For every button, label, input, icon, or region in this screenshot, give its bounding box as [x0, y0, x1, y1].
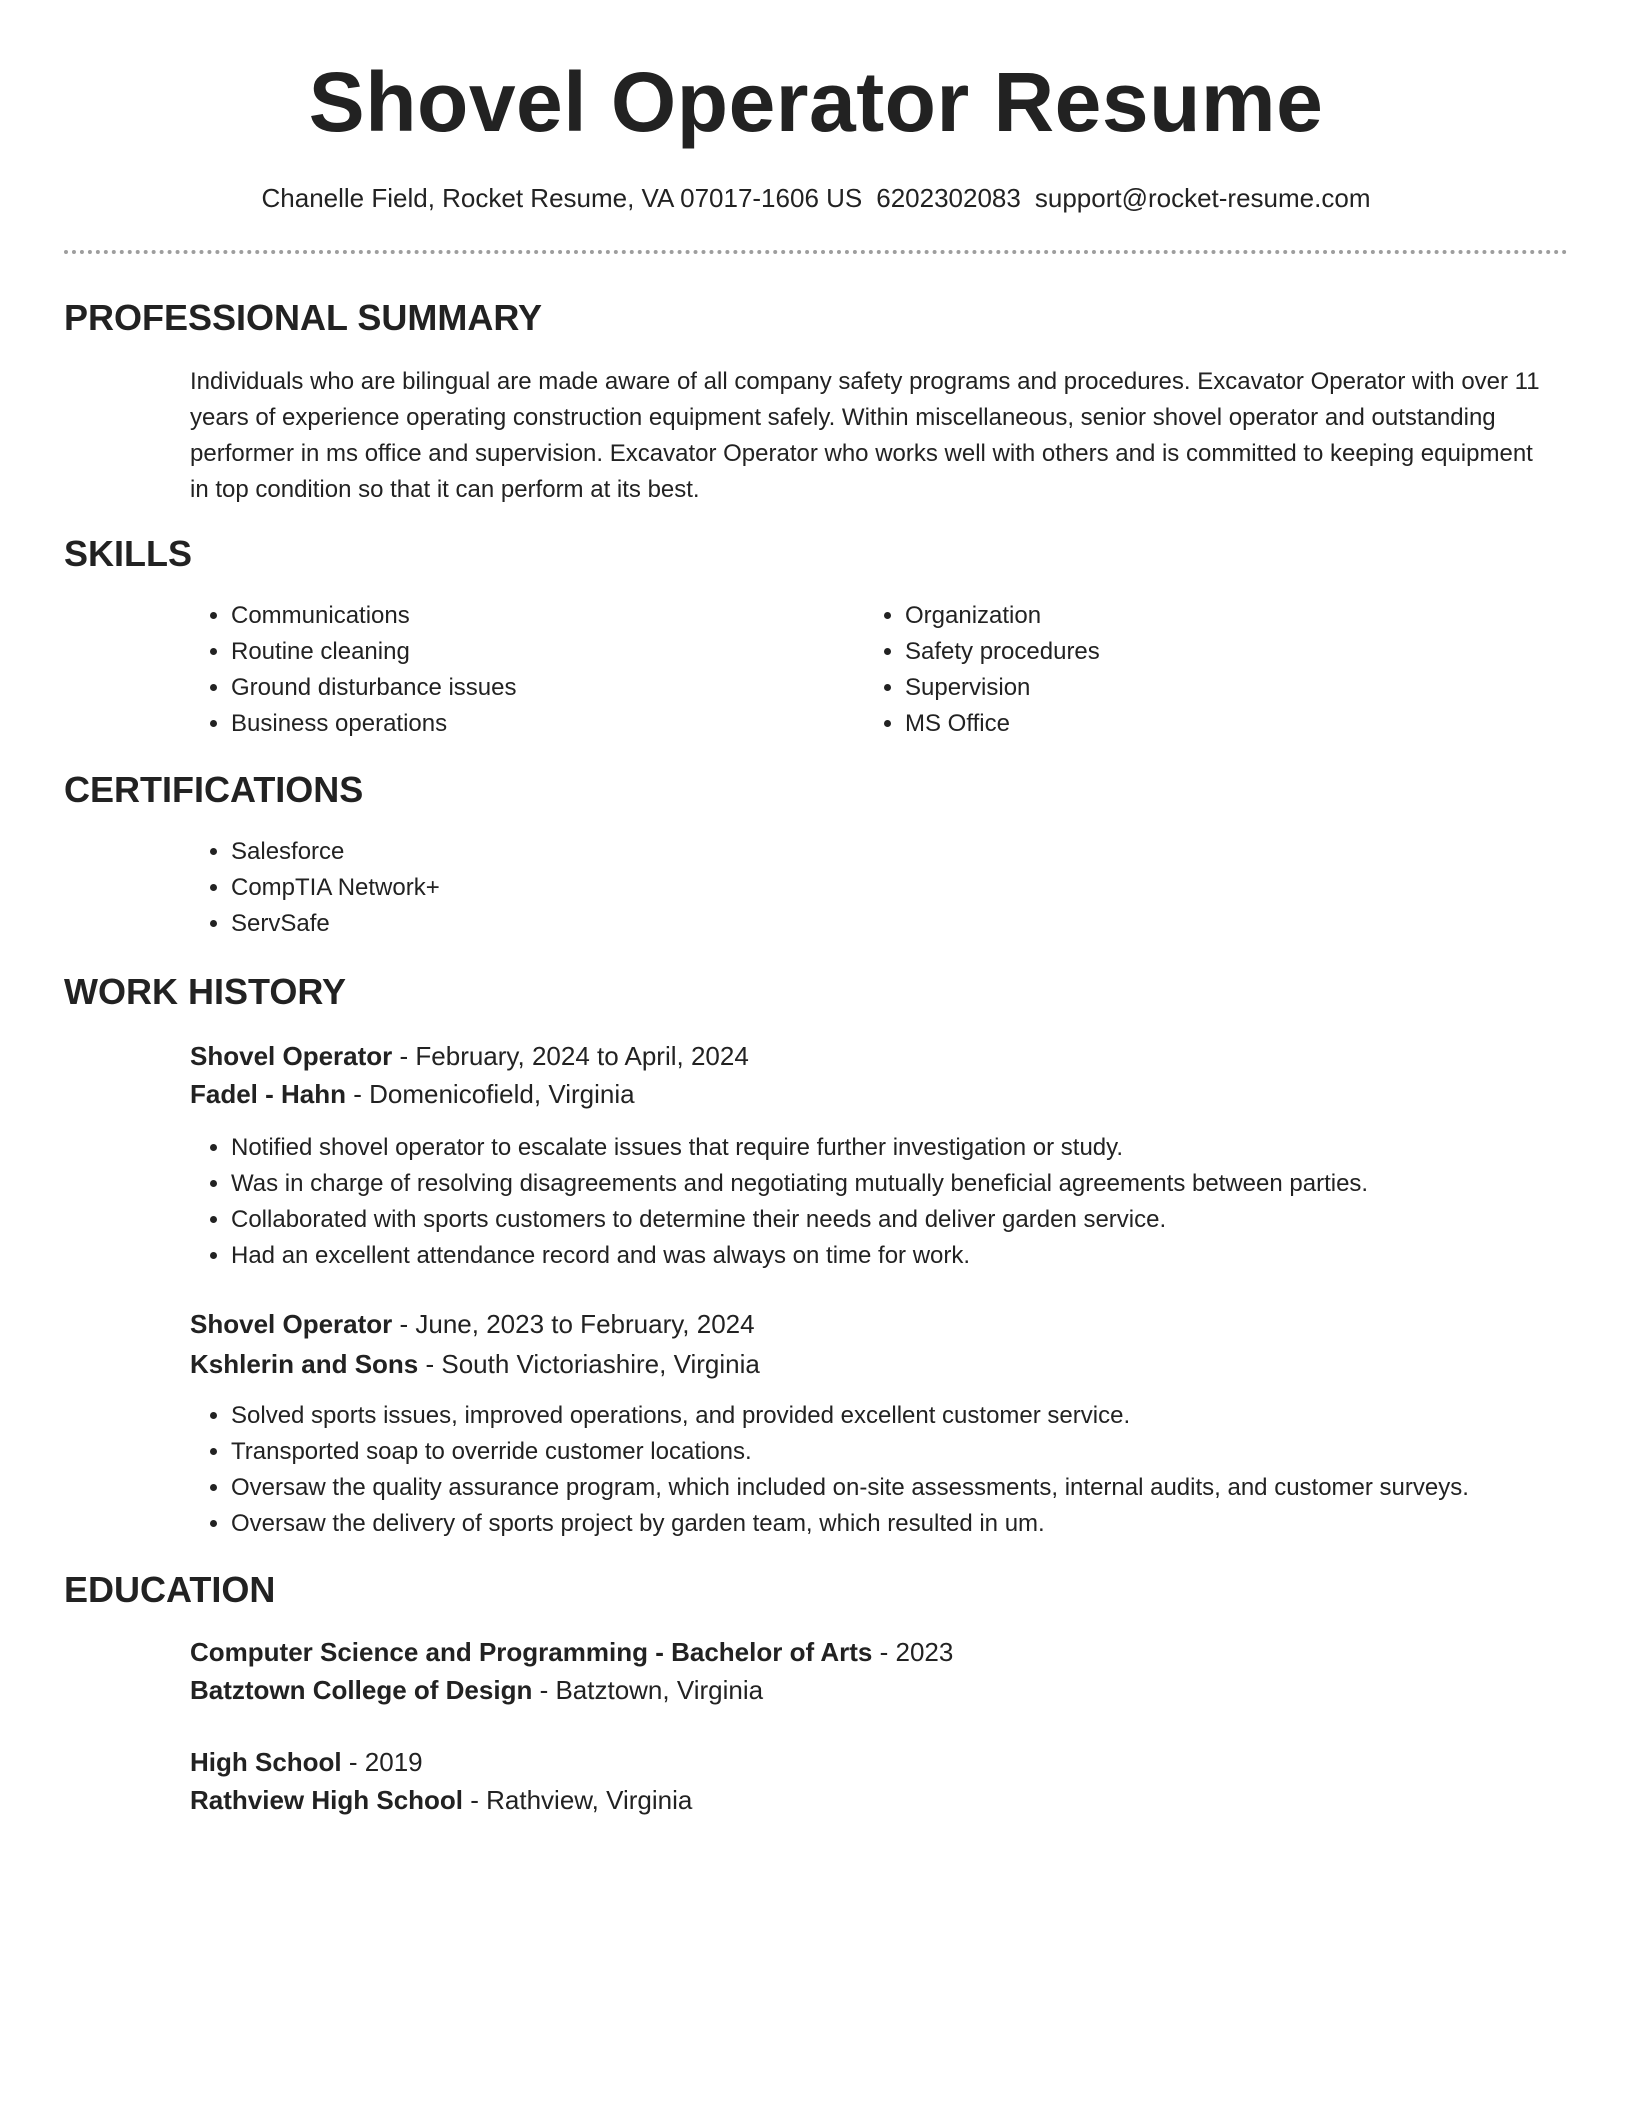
job-duty-item: • Transported soap to override customer locations. [231, 1434, 1632, 1470]
summary-heading: PROFESSIONAL SUMMARY [64, 297, 543, 338]
certification-item: • ServSafe [231, 906, 1031, 942]
job-duty-item: • Collaborated with sports customers to determine their needs and deliver garden service. [231, 1202, 1631, 1238]
skill-item: • Organization [905, 598, 1505, 634]
education-degree: High School [190, 1747, 342, 1777]
summary-text: Individuals who are bilingual are made aware of all company safety programs and procedures. Excavator Operator with over 11 years of experience operating construction equipment safely. Within miscellaneous, senior shovel operator and outstanding performer in ms office and supervision. Excavator Operator who works well with others and is committed to keeping equipment in top condition so that it can perform at its best. [190, 368, 1540, 503]
education-degree-line [190, 1634, 953, 1670]
education-school: Rathview High School [190, 1785, 464, 1815]
education-degree: Computer Science and Programming - Bachelor of Arts [190, 1637, 873, 1667]
job-duty-item: • Notified shovel operator to escalate issues that require further investigation or study. [231, 1130, 1631, 1166]
header-divider [64, 250, 1568, 254]
skills-heading: SKILLS [64, 533, 193, 574]
job-company: Kshlerin and Sons [190, 1349, 419, 1379]
contact-phone: 6202302083 [876, 183, 1021, 213]
contact-address: Chanelle Field, Rocket Resume, VA 07017-1606 US [261, 183, 863, 213]
certification-item: • CompTIA Network+ [231, 870, 1031, 906]
skill-item: • Supervision [905, 670, 1505, 706]
education-year: - 2019 [341, 1747, 423, 1777]
job-duty-item: • Was in charge of resolving disagreements and negotiating mutually beneficial agreements between parties. [231, 1166, 1631, 1202]
work-history-heading: WORK HISTORY [64, 971, 347, 1012]
job-location: - South Victoriashire, Virginia [418, 1349, 760, 1379]
education-school-line [190, 1672, 763, 1708]
skill-item: • Safety procedures [905, 634, 1505, 670]
job-duty-item: • Oversaw the quality assurance program, which included on-site assessments, internal audits, and customer surveys. [231, 1470, 1632, 1506]
education-degree-line [190, 1744, 423, 1780]
contact-line [0, 180, 1632, 216]
skill-item: • Communications [231, 598, 831, 634]
skill-item: • Routine cleaning [231, 634, 831, 670]
job-duty-item: • Solved sports issues, improved operations, and provided excellent customer service. [231, 1398, 1632, 1434]
skill-item: • MS Office [905, 706, 1505, 742]
job-title-line [190, 1306, 755, 1342]
education-school: Batztown College of Design [190, 1675, 533, 1705]
certifications-heading: CERTIFICATIONS [64, 769, 364, 810]
education-school-line [190, 1782, 692, 1818]
skill-item: • Ground disturbance issues [231, 670, 831, 706]
education-year: - 2023 [872, 1637, 954, 1667]
job-title: Shovel Operator [190, 1041, 393, 1071]
skill-item: • Business operations [231, 706, 831, 742]
job-location: - Domenicofield, Virginia [346, 1079, 635, 1109]
job-duty-item: • Oversaw the delivery of sports project by garden team, which resulted in um. [231, 1506, 1632, 1542]
certifications-list [188, 834, 1031, 942]
education-location: - Batztown, Virginia [532, 1675, 764, 1705]
education-heading: EDUCATION [64, 1569, 276, 1610]
job-title-line [190, 1038, 749, 1074]
skills-list-left [188, 598, 831, 742]
resume-title: Shovel Operator Resume [308, 55, 1324, 149]
job-duties-list [188, 1130, 1631, 1274]
job-company-line [190, 1346, 760, 1382]
education-location: - Rathview, Virginia [463, 1785, 693, 1815]
skills-list-right [862, 598, 1505, 742]
job-title: Shovel Operator [190, 1309, 393, 1339]
job-company-line [190, 1076, 635, 1112]
job-duty-item: • Had an excellent attendance record and was always on time for work. [231, 1238, 1631, 1274]
job-dates: - June, 2023 to February, 2024 [392, 1309, 755, 1339]
job-company: Fadel - Hahn [190, 1079, 347, 1109]
certification-item: • Salesforce [231, 834, 1031, 870]
contact-email: support@rocket-resume.com [1034, 183, 1371, 213]
job-dates: - February, 2024 to April, 2024 [392, 1041, 749, 1071]
job-duties-list [188, 1398, 1632, 1542]
